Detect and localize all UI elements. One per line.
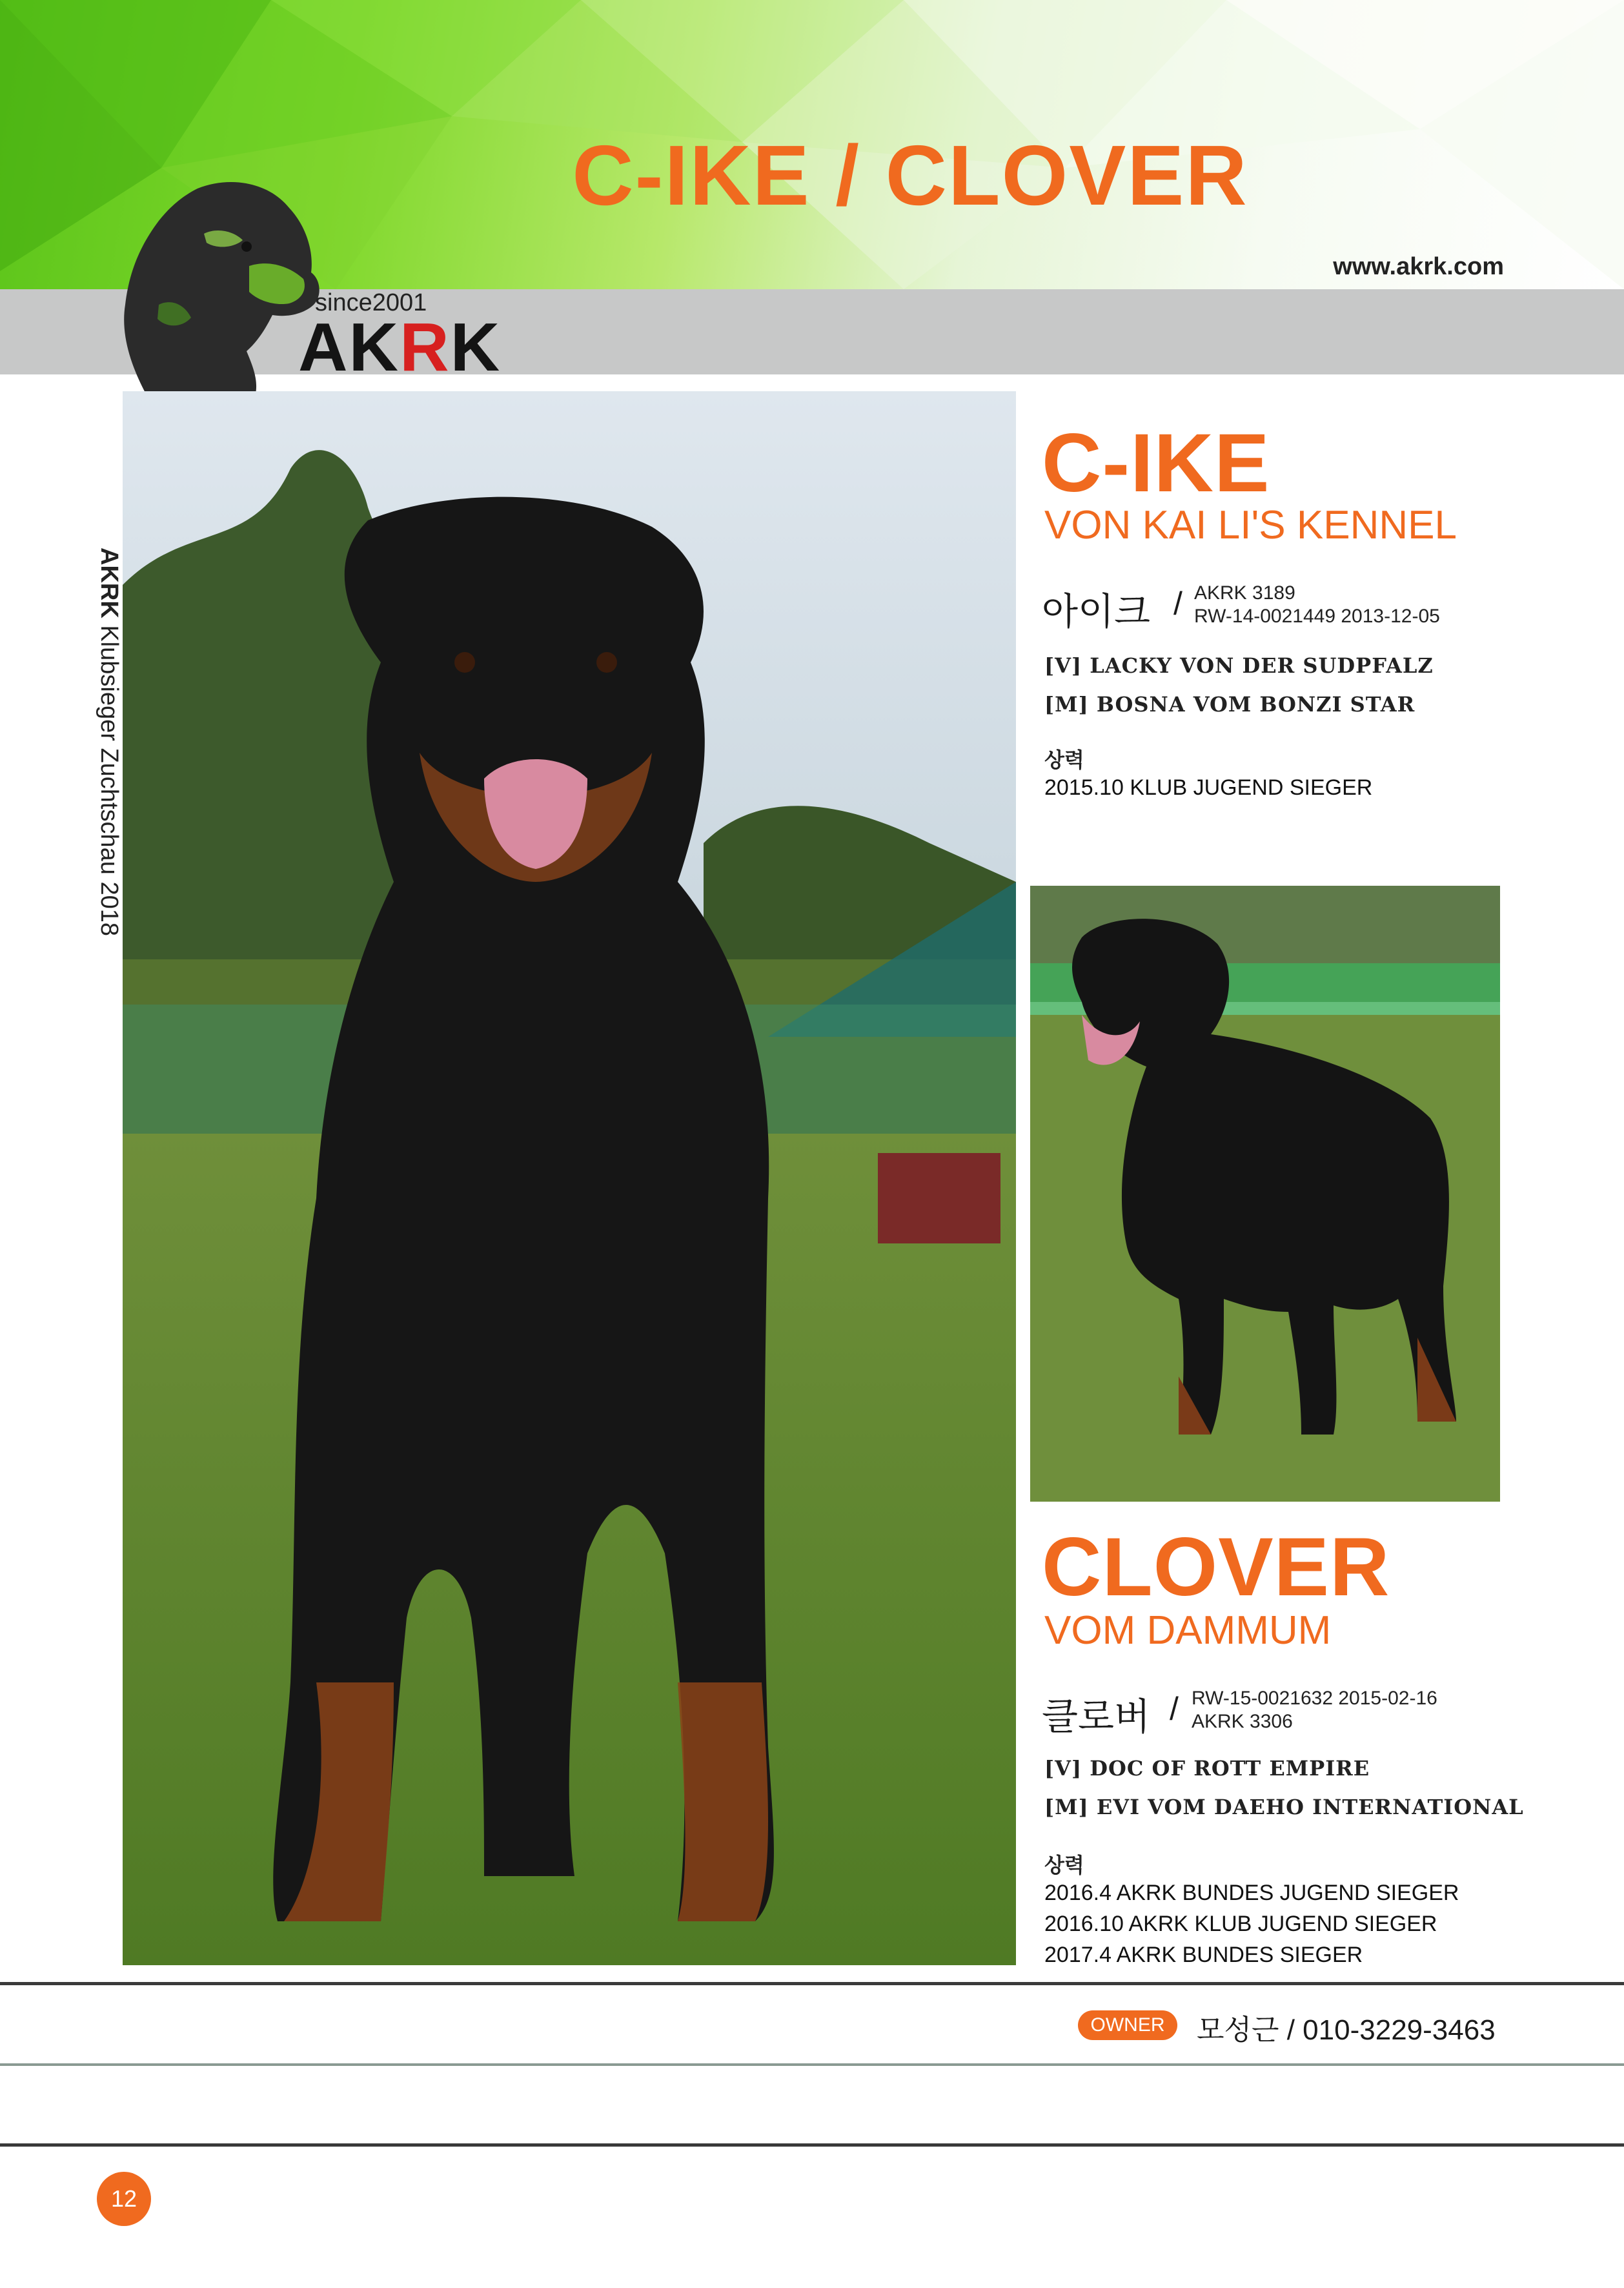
- photo-c-ike: [123, 391, 1016, 1965]
- page-number: 12: [97, 2172, 151, 2226]
- owner-badge: OWNER: [1078, 2010, 1177, 2040]
- dog1-achievements-heading: 상력: [1044, 748, 1084, 771]
- side-caption-brand: AKRK: [96, 547, 123, 618]
- footer-rule-top: [0, 1982, 1624, 1985]
- dog1-achievement: 2015.10 KLUB JUGEND SIEGER: [1044, 775, 1373, 800]
- dog2-slash: /: [1170, 1691, 1179, 1727]
- dog2-achievements-heading: 상력: [1044, 1854, 1084, 1877]
- dog1-korean-name: 아이크: [1042, 591, 1151, 633]
- page-title: C-IKE / CLOVER: [572, 128, 1248, 223]
- dog1-father: [V] LACKY VON DER SUDPFALZ: [1044, 653, 1434, 678]
- website-url: www.akrk.com: [1333, 253, 1504, 280]
- footer-rule-middle: [0, 2063, 1624, 2066]
- dog1-mother: [M] BOSNA VOM BONZI STAR: [1044, 692, 1416, 717]
- dog2-name: CLOVER: [1042, 1521, 1390, 1613]
- dog2-reg-line2: AKRK 3306: [1192, 1711, 1293, 1732]
- rottweiler-logo-icon: [120, 176, 323, 394]
- dog2-achievement: 2017.4 AKRK BUNDES SIEGER: [1044, 1943, 1363, 1967]
- dog2-father: [V] DOC OF ROTT EMPIRE: [1044, 1756, 1370, 1781]
- logo-since: since2001: [315, 289, 427, 316]
- owner-contact: 모성근 / 010-3229-3463: [1197, 2014, 1496, 2046]
- dog2-mother: [M] EVI VOM DAEHO INTERNATIONAL: [1044, 1795, 1524, 1819]
- dog1-reg-line1: AKRK 3189: [1194, 582, 1295, 604]
- dog1-kennel: VON KAI LI'S KENNEL: [1044, 503, 1457, 547]
- photo-clover: [1030, 886, 1500, 1502]
- dog2-achievement: 2016.10 AKRK KLUB JUGEND SIEGER: [1044, 1912, 1437, 1936]
- logo-wordmark: AKRK: [298, 309, 502, 385]
- side-caption-label: Klubsieger Zuchtschau 2018: [96, 618, 123, 936]
- dog2-kennel: VOM DAMMUM: [1044, 1608, 1332, 1653]
- dog1-reg-line2: RW-14-0021449 2013-12-05: [1194, 606, 1440, 627]
- dog2-achievement: 2016.4 AKRK BUNDES JUGEND SIEGER: [1044, 1881, 1459, 1905]
- dog2-reg-line1: RW-15-0021632 2015-02-16: [1192, 1688, 1437, 1709]
- dog2-korean-name: 클로버: [1042, 1696, 1151, 1738]
- side-caption: [84, 547, 123, 1038]
- footer-rule-bottom: [0, 2143, 1624, 2147]
- dog1-name: C-IKE: [1042, 417, 1270, 509]
- dog1-slash: /: [1173, 586, 1182, 622]
